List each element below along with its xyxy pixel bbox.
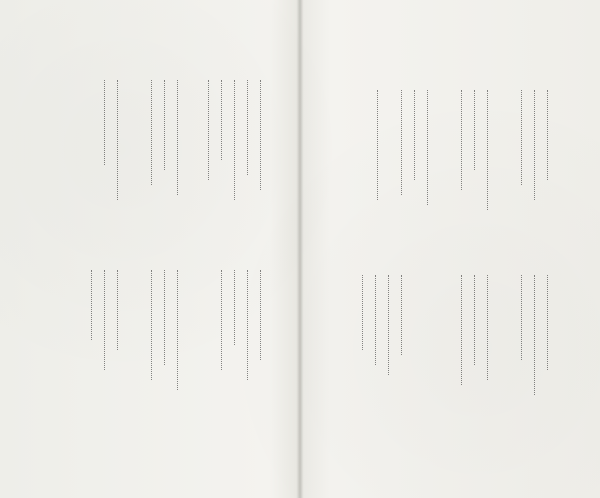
left-toc-entry <box>112 270 122 440</box>
dotted-leader <box>247 270 248 380</box>
left-page <box>0 0 298 498</box>
right-toc-entry <box>422 90 432 260</box>
dotted-leader <box>260 270 261 360</box>
dotted-leader <box>164 270 165 365</box>
left-toc-entry <box>159 270 169 440</box>
right-toc-entry <box>370 275 380 445</box>
dotted-leader <box>260 80 261 190</box>
left-toc-entry <box>172 270 182 440</box>
dotted-leader <box>234 80 235 200</box>
right-toc-entry <box>516 275 526 445</box>
right-toc-entry <box>409 90 419 260</box>
right-toc-entry <box>383 275 393 445</box>
right-toc-entry <box>482 90 492 260</box>
left-toc-entry <box>216 270 226 440</box>
right-toc-entry <box>357 275 367 445</box>
right-toc-entry <box>542 275 552 445</box>
right-toc-entry <box>469 275 479 445</box>
right-toc-entry <box>542 90 552 260</box>
left-toc-entry <box>146 80 156 250</box>
left-toc-entry <box>99 270 109 440</box>
dotted-leader <box>151 80 152 185</box>
right-toc-entry <box>469 90 479 260</box>
left-toc-entry <box>255 80 265 250</box>
dotted-leader <box>151 270 152 380</box>
dotted-leader <box>247 80 248 175</box>
left-toc-entry <box>86 270 96 440</box>
left-toc-entry <box>146 270 156 440</box>
dotted-leader <box>534 90 535 200</box>
left-toc-entry <box>112 80 122 250</box>
dotted-leader <box>104 80 105 165</box>
dotted-leader <box>177 80 178 195</box>
dotted-leader <box>461 275 462 385</box>
dotted-leader <box>401 90 402 195</box>
right-toc-entry <box>396 90 406 260</box>
right-toc-entry <box>516 90 526 260</box>
right-toc-entry <box>372 90 382 260</box>
left-toc-entry <box>229 270 239 440</box>
left-toc-entry <box>242 80 252 250</box>
dotted-leader <box>521 90 522 185</box>
dotted-leader <box>375 275 376 365</box>
right-toc-entry <box>396 275 406 445</box>
dotted-leader <box>91 270 92 340</box>
left-toc-entry <box>159 80 169 250</box>
dotted-leader <box>487 275 488 380</box>
dotted-leader <box>487 90 488 210</box>
dotted-leader <box>414 90 415 180</box>
dotted-leader <box>388 275 389 375</box>
dotted-leader <box>177 270 178 390</box>
dotted-leader <box>401 275 402 355</box>
right-toc-entry <box>456 275 466 445</box>
right-toc-entry <box>456 90 466 260</box>
dotted-leader <box>547 275 548 370</box>
right-toc-entry <box>529 90 539 260</box>
dotted-leader <box>461 90 462 190</box>
left-toc-entry <box>242 270 252 440</box>
dotted-leader <box>117 270 118 350</box>
left-toc-entry <box>216 80 226 250</box>
left-toc-entry <box>255 270 265 440</box>
dotted-leader <box>221 270 222 370</box>
dotted-leader <box>117 80 118 200</box>
right-toc-entry <box>482 275 492 445</box>
right-toc-entry <box>529 275 539 445</box>
right-page <box>302 0 600 498</box>
dotted-leader <box>362 275 363 350</box>
dotted-leader <box>474 90 475 170</box>
left-toc-entry <box>203 80 213 250</box>
dotted-leader <box>234 270 235 345</box>
dotted-leader <box>377 90 378 200</box>
dotted-leader <box>427 90 428 205</box>
dotted-leader <box>521 275 522 360</box>
dotted-leader <box>164 80 165 170</box>
left-toc-entry <box>99 80 109 250</box>
left-toc-entry <box>229 80 239 250</box>
dotted-leader <box>104 270 105 370</box>
dotted-leader <box>534 275 535 395</box>
dotted-leader <box>221 80 222 160</box>
dotted-leader <box>547 90 548 180</box>
dotted-leader <box>208 80 209 180</box>
dotted-leader <box>474 275 475 365</box>
left-toc-entry <box>172 80 182 250</box>
